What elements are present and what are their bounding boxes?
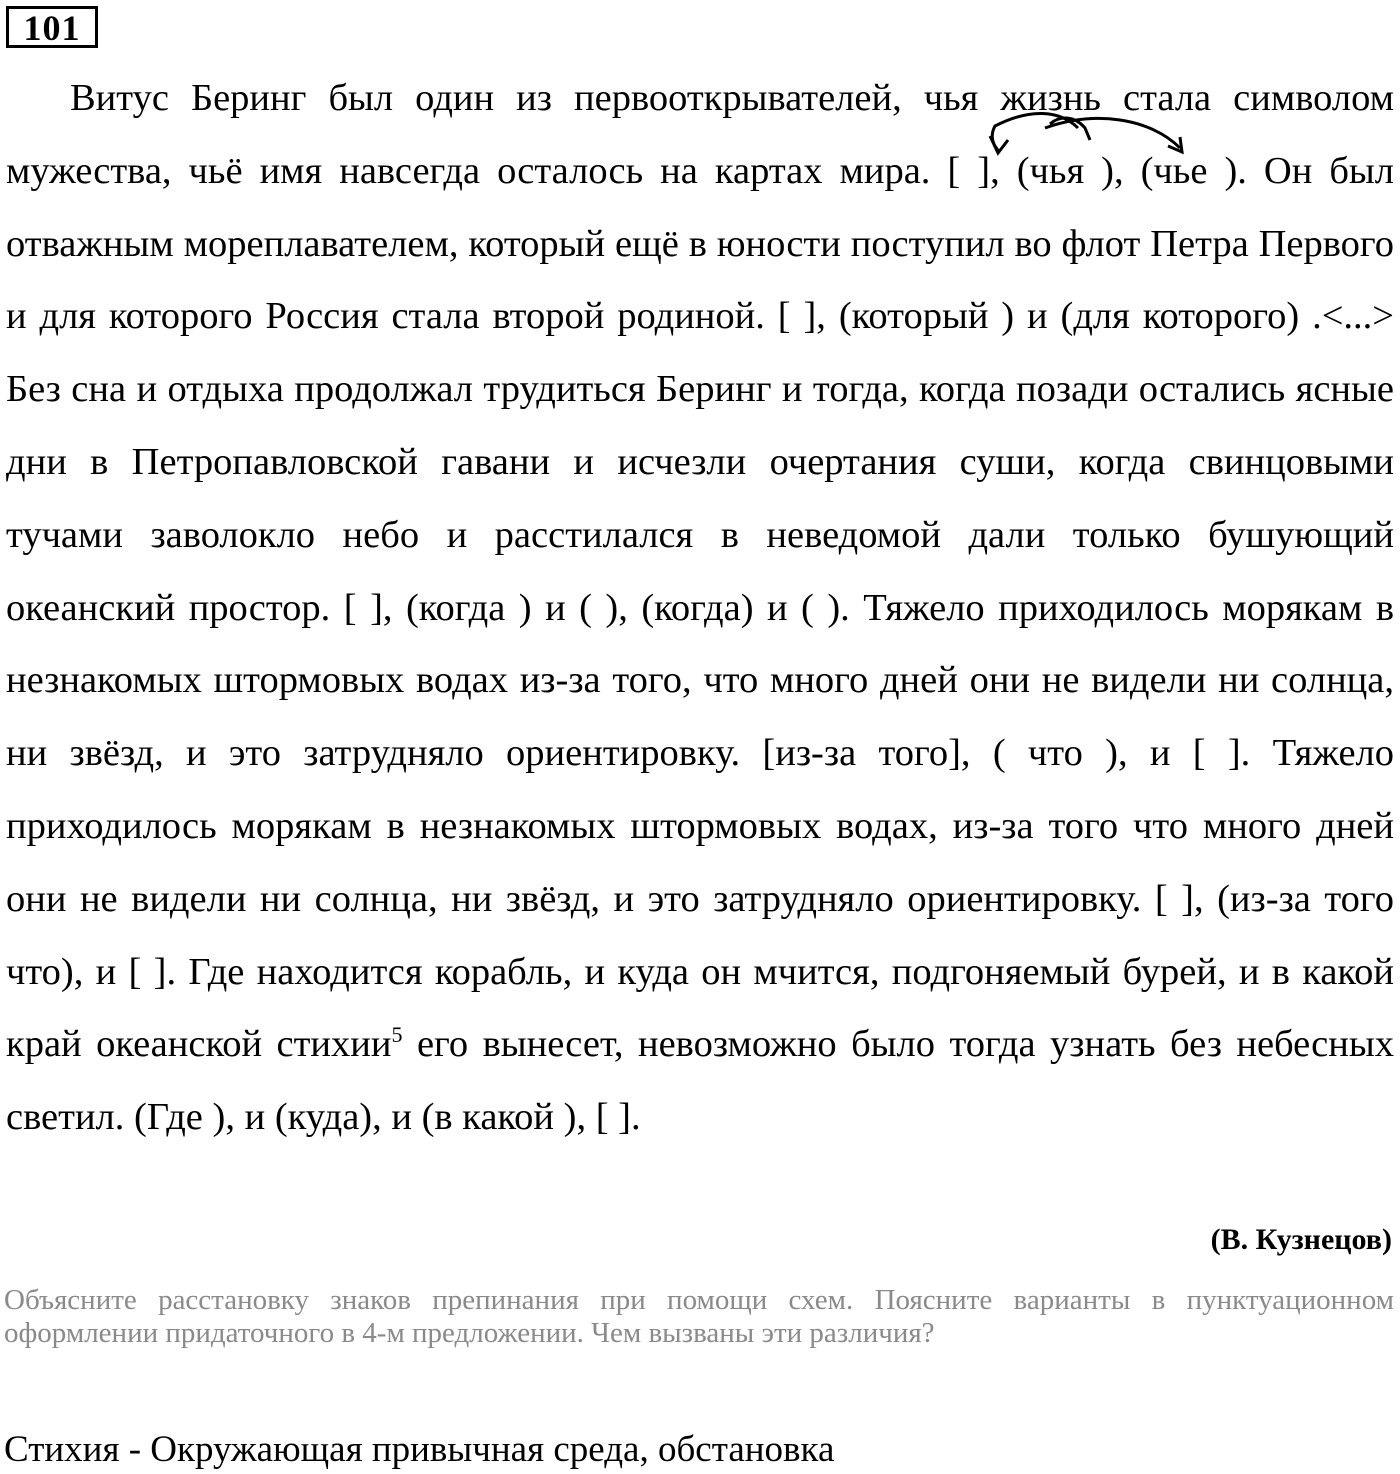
sentence-4: Тяжело приходилось морякам в незнакомых штормовых водах из-за того, что много дней они не видели ни солнца, ни звёзд, и это затрудняло ориентировку. (6, 586, 1395, 775)
sentence-3: Без сна и отдыха продолжал трудиться Беринг и тогда, когда позади остались ясные дни в Петропавловской гавани и исчезли очертания суши, когда свинцовыми тучами заволокло небо и расстилался в неведомой дали только бушующий океанский простор. (6, 368, 1394, 629)
scheme-6: (Где ), и (куда), и (в какой ), [ ]. (134, 1096, 641, 1139)
sentence-1: Витус Беринг был один из первооткрывателей, чья жизнь стала символом мужества, чьё имя навсегда осталось на картах мира. (6, 77, 1394, 192)
scheme-3: [ ], (когда ) и ( ), (когда) и ( ). (343, 586, 850, 629)
scheme-5: [ ], (из-за того что), и [ ]. (6, 877, 1395, 993)
footnote-mark: 5 (391, 1022, 403, 1048)
task-text: Объясните расстановку знаков препинания при помощи схем. Поясните варианты в пунктуационном оформлении придаточного в 4-м предложении. Чем вызваны эти различия? (4, 1284, 1394, 1349)
footnote-text: Стихия - Окружающая привычная среда, обстановка (4, 1429, 835, 1470)
scheme-1: [ ], (чья ), (чье ). (947, 149, 1247, 192)
sentence-5: Тяжело приходилось морякам в незнакомых штормовых водах, из-за того что много дней они не видели ни солнца, ни звёзд, и это затрудняло ориентировку. (6, 732, 1395, 920)
author-attribution: (В. Кузнецов) (1210, 1223, 1392, 1256)
scheme-2: [ ], (который ) и (для которого) .<...> (777, 295, 1394, 338)
scheme-4: [из-за того], ( что ), и [ ]. (762, 732, 1251, 775)
sentence-6-part1: Где находится корабль, и куда он мчится, подгоняемый бурей, и в какой край океанской стихии (6, 950, 1395, 1066)
exercise-text (6, 62, 1394, 1154)
sentence-2: Он был отважным мореплавателем, который ещё в юности поступил во флот Петра Первого и для которого Россия стала второй родиной. (6, 149, 1395, 338)
sentence-6-part2: его вынесет, невозможно было тогда узнать без небесных светил. (6, 1023, 1394, 1139)
exercise-number: 101 (6, 6, 98, 48)
